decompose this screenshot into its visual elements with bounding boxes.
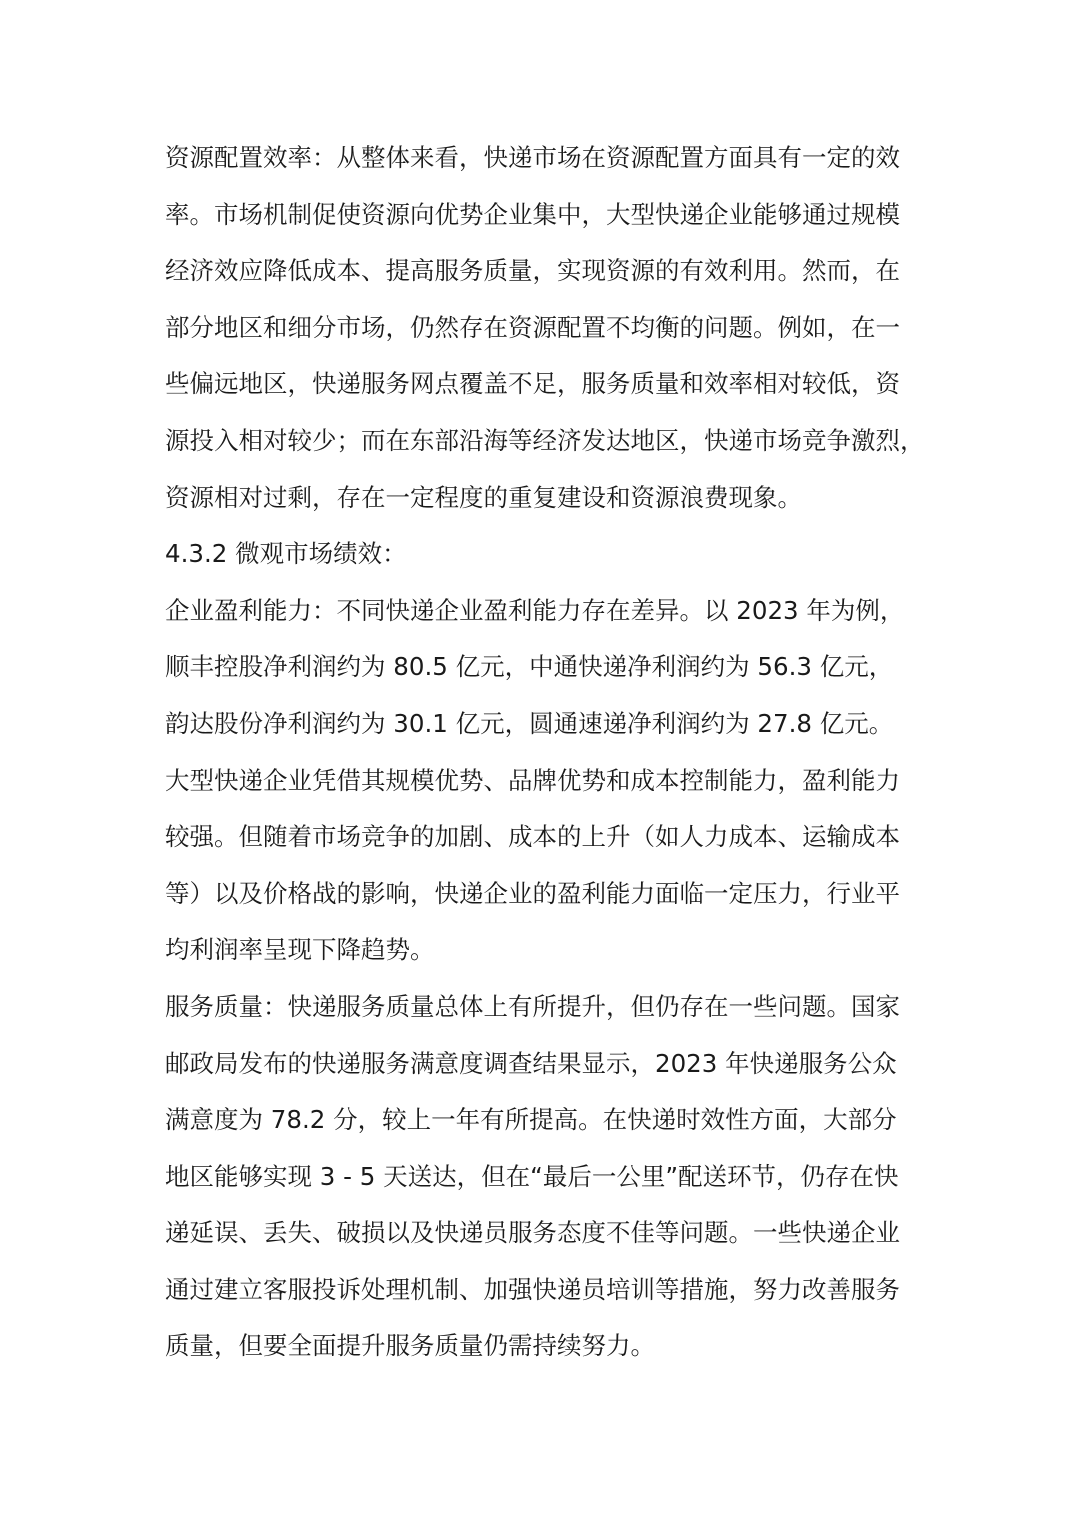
text-line: 部分地区和细分市场，仍然存在资源配置不均衡的问题。例如，在一 bbox=[165, 312, 900, 342]
document-body bbox=[165, 130, 925, 1375]
text-line: 地区能够实现 3 - 5 天送达，但在“最后一公里”配送环节，仍存在快 bbox=[165, 1161, 899, 1191]
text-line: 企业盈利能力：不同快递企业盈利能力存在差异。以 2023 年为例， bbox=[165, 595, 905, 625]
text-line: 递延误、丢失、破损以及快递员服务态度不佳等问题。一些快递企业 bbox=[165, 1218, 900, 1248]
text-line: 较强。但随着市场竞争的加剧、成本的上升（如人力成本、运输成本 bbox=[165, 822, 900, 852]
text-line: 率。市场机制促使资源向优势企业集中，大型快递企业能够通过规模 bbox=[165, 199, 900, 229]
text-line: 顺丰控股净利润约为 80.5 亿元，中通快递净利润约为 56.3 亿元， bbox=[165, 652, 894, 682]
text-line: 些偏远地区，快递服务网点覆盖不足，服务质量和效率相对较低，资 bbox=[165, 369, 900, 399]
text-line: 源投入相对较少；而在东部沿海等经济发达地区，快递市场竞争激烈， bbox=[165, 425, 925, 455]
paragraph-resource-allocation bbox=[165, 130, 925, 526]
section-heading bbox=[165, 526, 925, 583]
text-line: 经济效应降低成本、提高服务质量，实现资源的有效利用。然而，在 bbox=[165, 256, 900, 286]
text-line: 均利润率呈现下降趋势。 bbox=[165, 935, 435, 965]
text-line: 服务质量：快递服务质量总体上有所提升，但仍存在一些问题。国家 bbox=[165, 991, 900, 1021]
text-line: 等）以及价格战的影响，快递企业的盈利能力面临一定压力，行业平 bbox=[165, 878, 900, 908]
section-heading-text: 4.3.2 微观市场绩效： bbox=[165, 539, 407, 569]
text-line: 满意度为 78.2 分，较上一年有所提高。在快递时效性方面，大部分 bbox=[165, 1105, 897, 1135]
text-line: 质量，但要全面提升服务质量仍需持续努力。 bbox=[165, 1331, 655, 1361]
text-line: 大型快递企业凭借其规模优势、品牌优势和成本控制能力，盈利能力 bbox=[165, 765, 900, 795]
paragraph-profitability bbox=[165, 583, 925, 979]
text-line: 资源配置效率：从整体来看，快递市场在资源配置方面具有一定的效 bbox=[165, 143, 900, 172]
paragraph-service-quality bbox=[165, 979, 925, 1375]
text-line: 资源相对过剩，存在一定程度的重复建设和资源浪费现象。 bbox=[165, 482, 802, 512]
text-line: 通过建立客服投诉处理机制、加强快递员培训等措施，努力改善服务 bbox=[165, 1274, 900, 1304]
text-line: 韵达股份净利润约为 30.1 亿元，圆通速递净利润约为 27.8 亿元。 bbox=[165, 708, 894, 738]
text-line: 邮政局发布的快递服务满意度调查结果显示，2023 年快递服务公众 bbox=[165, 1048, 897, 1078]
